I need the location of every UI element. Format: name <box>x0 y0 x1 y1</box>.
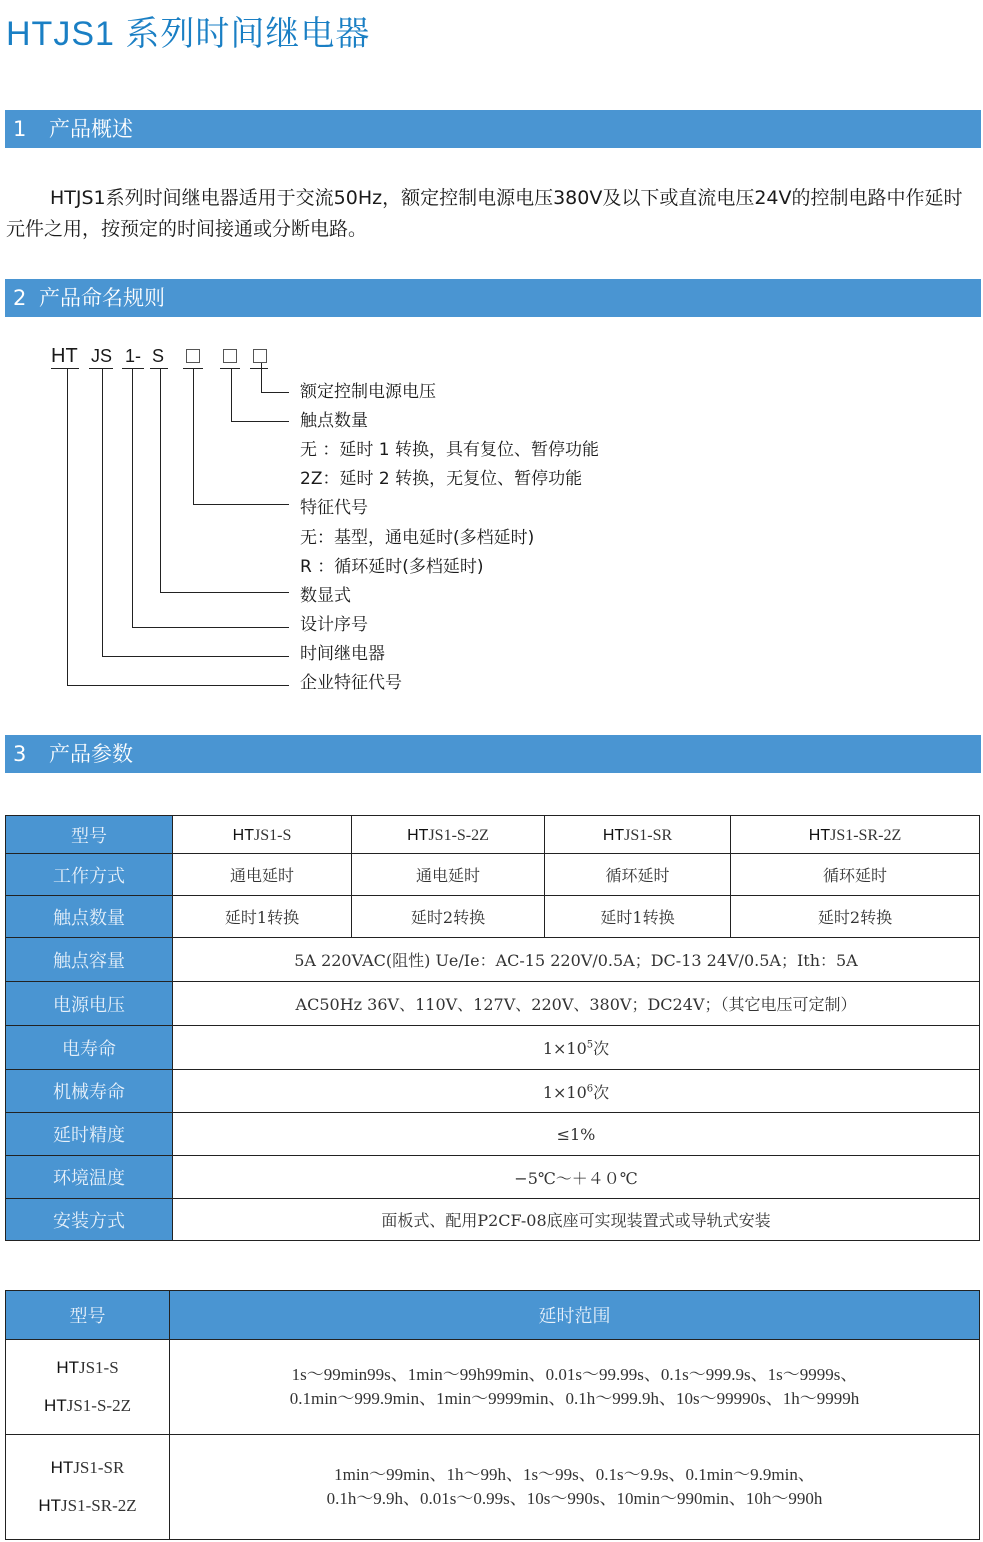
placeholder-box-contacts <box>223 349 237 363</box>
table-cell: ≤1% <box>173 1113 980 1156</box>
model-prefix: HT <box>50 1458 74 1477</box>
model-suffix: JS1-SR-2Z <box>61 1496 137 1515</box>
model-prefix: HT <box>602 826 625 844</box>
table-cell: 通电延时 <box>173 854 352 896</box>
underline <box>122 368 144 369</box>
range-line: 1s～99min99s、1min～99h99min、0.01s～99.99s、0.1s～999.9s、1s～9999s、 <box>291 1365 858 1384</box>
naming-label: 时间继电器 <box>300 644 385 664</box>
naming-label: R ：循环延时(多档延时) <box>300 557 484 577</box>
underline <box>220 368 240 369</box>
row-header: 电寿命 <box>6 1026 173 1070</box>
section-header-naming <box>5 279 981 317</box>
row-header: 安装方式 <box>6 1199 173 1241</box>
model-name <box>6 1387 169 1425</box>
connector-line <box>193 368 194 504</box>
table-cell: AC50Hz 36V、110V、127V、220V、380V；DC24V；（其它电压可定制） <box>173 982 980 1026</box>
model-cell <box>352 816 545 854</box>
column-header-model: 型号 <box>6 1291 170 1340</box>
table-row <box>6 816 980 854</box>
range-cell <box>170 1340 980 1435</box>
connector-line <box>231 368 232 421</box>
row-header: 触点数量 <box>6 896 173 938</box>
overview-paragraph: HTJS1系列时间继电器适用于交流50Hz，额定控制电源电压380V及以下或直流电压24V的控制电路中作延时元件之用，按预定的时间接通或分断电路。 <box>6 187 963 240</box>
connector-line <box>132 368 133 627</box>
model-cell <box>545 816 731 854</box>
range-cell <box>170 1435 980 1540</box>
code-part-js: JS <box>91 346 113 366</box>
section-header-overview <box>5 110 981 148</box>
underline <box>51 368 79 369</box>
model-suffix: JS1-S <box>78 1358 119 1377</box>
table-cell: 延时1转换 <box>173 896 352 938</box>
table-cell: 循环延时 <box>731 854 980 896</box>
model-suffix: JS1-SR-2Z <box>830 826 902 844</box>
value-base: 1×10 <box>542 1082 587 1102</box>
value-unit: 次 <box>593 1082 610 1102</box>
naming-label: 无 ：延时 1 转换，具有复位、暂停功能 <box>300 440 600 460</box>
connector-line <box>231 421 289 422</box>
model-prefix: HT <box>232 826 254 844</box>
model-name <box>6 1449 169 1487</box>
connector-line <box>102 368 103 656</box>
section-number: 1 <box>13 117 27 141</box>
table-cell: −5℃～＋４０℃ <box>173 1156 980 1199</box>
naming-label: 无：基型，通电延时(多档延时) <box>300 528 535 548</box>
table-cell: 5A 220VAC(阻性) Ue/Ie：AC-15 220V/0.5A；DC-13 24V/0.5A；Ith：5A <box>173 938 980 982</box>
row-header: 触点容量 <box>6 938 173 982</box>
table-cell: 延时2转换 <box>352 896 545 938</box>
row-header: 型号 <box>6 816 173 854</box>
model-suffix: JS1-S-2Z <box>66 1396 131 1415</box>
value-base: 1×10 <box>542 1039 587 1058</box>
code-part-ht: HT <box>51 345 78 367</box>
placeholder-box-voltage <box>253 349 267 363</box>
model-suffix: JS1-S-2Z <box>428 826 489 844</box>
model-prefix: HT <box>407 826 429 844</box>
model-name <box>6 1487 169 1525</box>
table-row <box>6 1156 980 1199</box>
connector-line <box>132 627 289 628</box>
table-row <box>6 1340 980 1435</box>
model-cell <box>6 1435 170 1540</box>
underline <box>250 368 268 369</box>
code-part-s: S <box>152 346 165 366</box>
model-prefix: HT <box>38 1496 62 1515</box>
model-prefix: HT <box>56 1358 79 1377</box>
range-line: 0.1min～999.9min、1min～9999min、0.1h～999.9h、10s～99990s、1h～9999h <box>289 1389 860 1408</box>
table-row <box>6 1026 980 1070</box>
underline <box>89 368 113 369</box>
model-suffix: JS1-SR <box>624 826 673 844</box>
column-header-range: 延时范围 <box>170 1291 980 1340</box>
section-number: 2 <box>13 286 27 310</box>
table-cell: 循环延时 <box>545 854 731 896</box>
underline <box>150 368 168 369</box>
section-title: 产品命名规则 <box>39 286 165 310</box>
naming-label: 触点数量 <box>300 411 368 431</box>
params-table <box>5 815 980 1241</box>
connector-line <box>261 363 262 392</box>
range-line: 0.1h～9.9h、0.01s～0.99s、10s～990s、10min～990min、10h～990h <box>326 1489 823 1508</box>
connector-line <box>160 368 161 592</box>
section-title: 产品概述 <box>49 117 133 141</box>
section-title: 产品参数 <box>49 742 133 766</box>
connector-line <box>160 592 289 593</box>
row-header: 电源电压 <box>6 982 173 1026</box>
section-header-params <box>5 735 981 773</box>
range-line: 1min～99min、1h～99h、1s～99s、0.1s～9.9s、0.1min～9.9min、 <box>334 1465 815 1484</box>
connector-line <box>67 685 289 686</box>
table-row <box>6 854 980 896</box>
connector-line <box>67 368 68 685</box>
page-title: HTJS1 系列时间继电器 <box>6 15 371 53</box>
table-row <box>6 1199 980 1241</box>
table-header-row <box>6 1291 980 1340</box>
table-cell <box>173 1070 980 1113</box>
value-exponent: 6 <box>586 1083 594 1095</box>
table-cell: 通电延时 <box>352 854 545 896</box>
naming-label: 设计序号 <box>300 615 368 635</box>
value-unit: 次 <box>593 1039 610 1058</box>
table-row <box>6 1435 980 1540</box>
table-cell: 面板式、配用P2CF-08底座可实现装置式或导轨式安装 <box>173 1199 980 1241</box>
model-prefix: HT <box>44 1396 67 1415</box>
naming-label: 额定控制电源电压 <box>300 382 436 402</box>
naming-label: 企业特征代号 <box>300 673 402 693</box>
table-row <box>6 896 980 938</box>
value-exponent: 5 <box>586 1039 594 1051</box>
model-cell <box>6 1340 170 1435</box>
model-prefix: HT <box>808 826 831 844</box>
naming-label: 2Z：延时 2 转换，无复位、暂停功能 <box>300 469 583 489</box>
row-header: 工作方式 <box>6 854 173 896</box>
naming-label: 数显式 <box>300 586 351 606</box>
row-header: 环境温度 <box>6 1156 173 1199</box>
row-header: 延时精度 <box>6 1113 173 1156</box>
table-row <box>6 982 980 1026</box>
model-suffix: JS1-SR <box>73 1458 125 1477</box>
model-cell <box>731 816 980 854</box>
connector-line <box>261 392 289 393</box>
code-part-1: 1- <box>125 346 142 366</box>
table-cell: 延时2转换 <box>731 896 980 938</box>
delay-range-table <box>5 1290 980 1540</box>
table-row <box>6 1070 980 1113</box>
model-cell <box>173 816 352 854</box>
connector-line <box>193 504 289 505</box>
table-cell: 延时1转换 <box>545 896 731 938</box>
table-row <box>6 938 980 982</box>
model-suffix: JS1-S <box>253 826 292 844</box>
connector-line <box>102 656 289 657</box>
model-name <box>6 1349 169 1387</box>
table-cell <box>173 1026 980 1070</box>
table-row <box>6 1113 980 1156</box>
naming-label: 特征代号 <box>300 498 368 518</box>
section-number: 3 <box>13 742 27 766</box>
placeholder-box-feature <box>186 349 200 363</box>
row-header: 机械寿命 <box>6 1070 173 1113</box>
